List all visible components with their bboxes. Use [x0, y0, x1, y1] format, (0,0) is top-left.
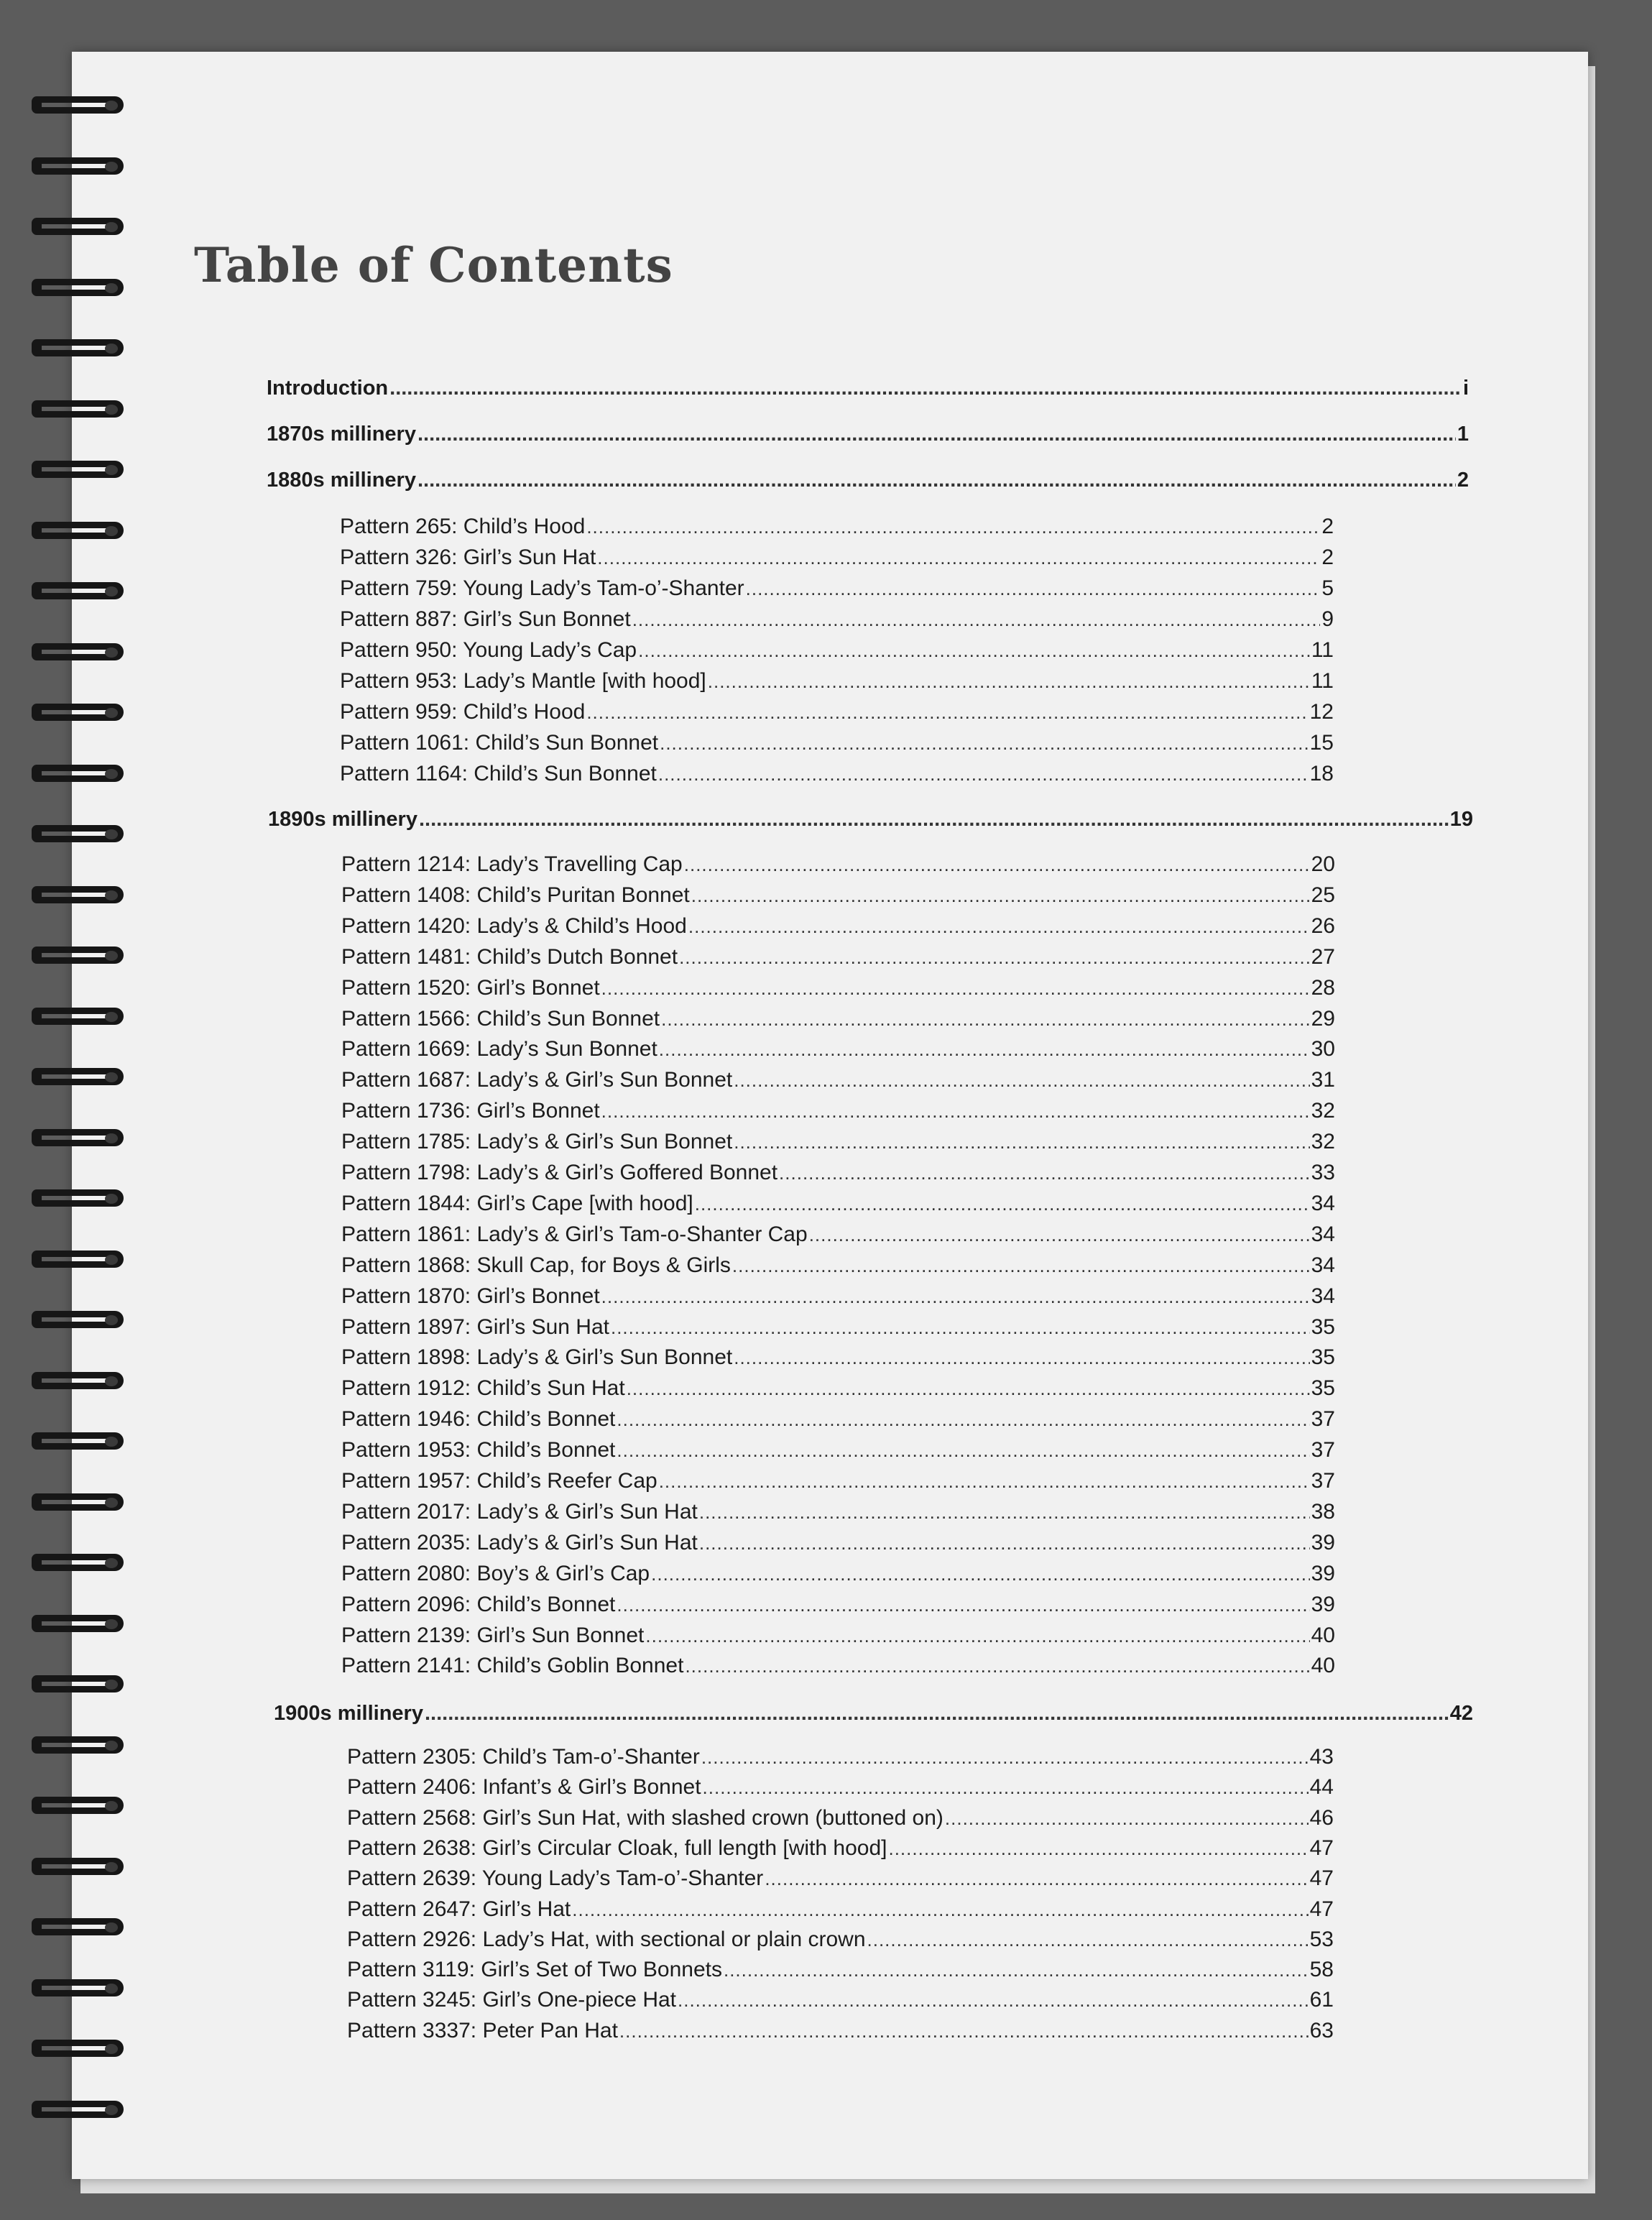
binding-coil — [26, 2037, 126, 2061]
binding-coil — [26, 336, 126, 361]
dot-leader — [586, 701, 1308, 724]
binding-coil — [26, 944, 126, 968]
binding-coil — [26, 1976, 126, 2001]
entry-page-number: 38 — [1311, 1499, 1335, 1524]
toc-entry[interactable] — [340, 545, 1334, 570]
entry-page-number: 5 — [1321, 576, 1334, 600]
binding-coil — [26, 1855, 126, 1879]
entry-label: Pattern 953: Lady’s Mantle [with hood] — [340, 669, 706, 693]
dot-leader — [659, 1038, 1310, 1061]
toc-entry[interactable] — [341, 976, 1335, 1000]
dot-leader — [734, 1069, 1309, 1092]
binding-coil — [26, 883, 126, 908]
dot-leader — [645, 1625, 1309, 1647]
entry-page-number: 34 — [1311, 1191, 1335, 1215]
toc-entry[interactable] — [340, 762, 1334, 786]
entry-page-number: 37 — [1311, 1469, 1335, 1493]
toc-section-heading[interactable] — [274, 1702, 1473, 1726]
binding-coil — [26, 701, 126, 725]
entry-label: Pattern 1736: Girl’s Bonnet — [341, 1099, 600, 1123]
toc-entry[interactable] — [341, 1531, 1335, 1555]
binding-coil — [26, 155, 126, 179]
toc-section-heading[interactable] — [267, 423, 1469, 446]
dot-leader — [888, 1838, 1308, 1860]
binding-coil — [26, 579, 126, 604]
binding-coil — [26, 1612, 126, 1636]
toc-section-heading[interactable] — [267, 377, 1469, 400]
entry-page-number: 40 — [1311, 1654, 1335, 1678]
entry-page-number: 2 — [1321, 515, 1334, 538]
dot-leader — [732, 1255, 1310, 1277]
spiral-binding — [26, 93, 141, 2149]
dot-leader — [867, 1929, 1309, 1951]
entry-label: Pattern 2568: Girl’s Sun Hat, with slashed crown (buttoned on) — [347, 1805, 943, 1830]
entry-page-number: 47 — [1309, 1897, 1334, 1921]
entry-label: Pattern 2406: Infant’s & Girl’s Bonnet — [347, 1775, 701, 1800]
dot-leader — [638, 640, 1310, 662]
dot-leader — [699, 1501, 1310, 1524]
binding-coil — [26, 276, 126, 300]
entry-page-number: 42 — [1449, 1702, 1473, 1725]
page-title: Table of Contents — [194, 237, 673, 293]
entry-page-number: 28 — [1311, 975, 1335, 1000]
binding-coil — [26, 2098, 126, 2122]
toc-entry[interactable] — [341, 1407, 1335, 1432]
toc-entry[interactable] — [341, 1161, 1335, 1185]
binding-coil — [26, 1126, 126, 1151]
entry-page-number: 44 — [1309, 1775, 1334, 1800]
dot-leader — [417, 469, 1456, 492]
entry-label: Pattern 1687: Lady’s & Girl’s Sun Bonnet — [341, 1068, 733, 1092]
entry-label: Pattern 3245: Girl’s One-piece Hat — [347, 1988, 677, 2012]
dot-leader — [703, 1777, 1309, 1799]
toc-entry[interactable] — [341, 1284, 1335, 1309]
dot-leader — [708, 671, 1310, 693]
dot-leader — [425, 1702, 1449, 1726]
toc-entry[interactable] — [341, 945, 1335, 969]
entry-label: Pattern 1520: Girl’s Bonnet — [341, 975, 600, 1000]
dot-leader — [611, 1317, 1310, 1339]
dot-leader — [627, 1378, 1310, 1400]
entry-label: Pattern 1953: Child’s Bonnet — [341, 1438, 616, 1463]
toc-entry[interactable] — [340, 669, 1334, 694]
dot-leader — [679, 947, 1310, 969]
entry-label: Pattern 1844: Girl’s Cape [with hood] — [341, 1191, 693, 1215]
dot-leader — [601, 1286, 1310, 1308]
entry-label: Pattern 1861: Lady’s & Girl’s Tam-o-Shanter Cap — [341, 1222, 808, 1246]
entry-label: Pattern 3119: Girl’s Set of Two Bonnets — [347, 1958, 722, 1982]
toc-entry[interactable] — [347, 1988, 1334, 2012]
binding-coil — [26, 762, 126, 786]
entry-label: Pattern 2139: Girl’s Sun Bonnet — [341, 1623, 645, 1647]
entry-label: Pattern 1669: Lady’s Sun Bonnet — [341, 1037, 657, 1061]
entry-label: Pattern 2035: Lady’s & Girl’s Sun Hat — [341, 1530, 698, 1555]
binding-coil — [26, 1248, 126, 1272]
toc-entry[interactable] — [341, 1253, 1335, 1278]
toc-entry[interactable] — [341, 914, 1335, 939]
dot-leader — [572, 1899, 1308, 1921]
entry-page-number: 33 — [1311, 1161, 1335, 1184]
dot-leader — [765, 1868, 1308, 1890]
entry-label: Pattern 950: Young Lady’s Cap — [340, 638, 637, 662]
entry-page-number: 12 — [1309, 700, 1334, 724]
dot-leader — [597, 547, 1320, 569]
dot-leader — [601, 977, 1310, 1000]
dot-leader — [688, 916, 1310, 938]
binding-coil — [26, 1491, 126, 1515]
entry-label: 1900s millinery — [274, 1702, 423, 1725]
entry-page-number: 39 — [1311, 1561, 1335, 1585]
dot-leader — [651, 1563, 1310, 1585]
entry-page-number: 58 — [1309, 1958, 1334, 1982]
toc-entry[interactable] — [341, 1037, 1335, 1061]
entry-label: Pattern 2096: Child’s Bonnet — [341, 1592, 616, 1616]
entry-label: Pattern 1898: Lady’s & Girl’s Sun Bonnet — [341, 1345, 733, 1370]
entry-label: Pattern 2141: Child’s Goblin Bonnet — [341, 1654, 684, 1678]
entry-page-number: 47 — [1309, 1836, 1334, 1860]
dot-leader — [695, 1193, 1310, 1215]
entry-label: Pattern 265: Child’s Hood — [340, 515, 586, 538]
entry-page-number: 43 — [1309, 1745, 1334, 1769]
entry-page-number: 53 — [1309, 1927, 1334, 1951]
entry-label: Pattern 759: Young Lady’s Tam-o’-Shanter — [340, 576, 744, 600]
binding-coil — [26, 640, 126, 665]
entry-label: Pattern 1408: Child’s Puritan Bonnet — [341, 883, 690, 907]
toc-entry[interactable] — [347, 1745, 1334, 1769]
entry-label: Pattern 1798: Lady’s & Girl’s Goffered Bonnet — [341, 1161, 778, 1184]
entry-label: Pattern 1566: Child’s Sun Bonnet — [341, 1006, 660, 1031]
entry-page-number: 40 — [1311, 1623, 1335, 1647]
entry-label: Pattern 2639: Young Lady’s Tam-o’-Shanter — [347, 1866, 764, 1891]
entry-label: Pattern 1946: Child’s Bonnet — [341, 1407, 616, 1432]
toc-section-heading[interactable] — [267, 469, 1469, 492]
entry-label: Introduction — [267, 377, 389, 400]
binding-coil — [26, 1065, 126, 1090]
entry-label: Pattern 1061: Child’s Sun Bonnet — [340, 731, 659, 755]
entry-page-number: 1 — [1457, 423, 1469, 446]
entry-label: Pattern 1214: Lady’s Travelling Cap — [341, 852, 683, 876]
toc-section-heading[interactable] — [268, 808, 1473, 832]
toc-entry[interactable] — [340, 731, 1334, 755]
entry-label: Pattern 887: Girl’s Sun Bonnet — [340, 607, 631, 631]
binding-coil — [26, 1429, 126, 1454]
toc-entry[interactable] — [341, 1192, 1335, 1216]
binding-coil — [26, 519, 126, 543]
entry-page-number: 25 — [1311, 883, 1335, 907]
binding-coil — [26, 1369, 126, 1394]
toc-entry[interactable] — [347, 1806, 1334, 1830]
entry-page-number: 2 — [1321, 545, 1334, 569]
dot-leader — [809, 1224, 1310, 1246]
dot-leader — [699, 1532, 1310, 1555]
entry-label: Pattern 1868: Skull Cap, for Boys & Girls — [341, 1253, 731, 1277]
toc-entry[interactable] — [347, 1866, 1334, 1891]
entry-label: 1870s millinery — [267, 423, 416, 446]
toc-entry[interactable] — [341, 883, 1335, 908]
toc-entry[interactable] — [347, 1836, 1334, 1861]
toc-entry[interactable] — [341, 1562, 1335, 1586]
entry-label: Pattern 2926: Lady’s Hat, with sectional or plain crown — [347, 1927, 866, 1951]
toc-entry[interactable] — [341, 1068, 1335, 1092]
dot-leader — [389, 377, 1462, 400]
entry-label: Pattern 1957: Child’s Reefer Cap — [341, 1469, 657, 1493]
entry-label: Pattern 3337: Peter Pan Hat — [347, 2018, 618, 2042]
entry-page-number: 35 — [1311, 1314, 1335, 1339]
toc-entry[interactable] — [341, 1376, 1335, 1401]
dot-leader — [619, 2020, 1309, 2042]
entry-page-number: 29 — [1311, 1006, 1335, 1031]
toc-entry[interactable] — [347, 1775, 1334, 1800]
entry-label: Pattern 1481: Child’s Dutch Bonnet — [341, 944, 678, 969]
binding-coil — [26, 822, 126, 847]
dot-leader — [724, 1959, 1309, 1981]
entry-label: Pattern 2638: Girl’s Circular Cloak, full length [with hood] — [347, 1836, 887, 1860]
entry-page-number: 39 — [1311, 1530, 1335, 1555]
toc-entry[interactable] — [341, 1438, 1335, 1463]
dot-leader — [734, 1131, 1309, 1153]
toc-entry[interactable] — [341, 1654, 1335, 1678]
entry-page-number: 35 — [1311, 1345, 1335, 1370]
binding-coil — [26, 1672, 126, 1697]
dot-leader — [746, 578, 1321, 600]
entry-page-number: 37 — [1311, 1407, 1335, 1432]
dot-leader — [701, 1746, 1309, 1769]
toc-entry[interactable] — [340, 515, 1334, 539]
entry-label: Pattern 2080: Boy’s & Girl’s Cap — [341, 1561, 650, 1585]
dot-leader — [684, 854, 1310, 876]
entry-page-number: 27 — [1311, 944, 1335, 969]
entry-page-number: 34 — [1311, 1284, 1335, 1308]
entry-page-number: i — [1462, 377, 1469, 400]
entry-page-number: 39 — [1311, 1592, 1335, 1616]
entry-page-number: 63 — [1309, 2018, 1334, 2042]
entry-page-number: 2 — [1457, 469, 1469, 492]
entry-page-number: 32 — [1311, 1099, 1335, 1123]
toc-entry[interactable] — [340, 638, 1334, 663]
entry-page-number: 11 — [1311, 669, 1334, 693]
dot-leader — [691, 885, 1310, 907]
binding-coil — [26, 1915, 126, 1940]
toc-entry[interactable] — [341, 1130, 1335, 1154]
toc-entry[interactable] — [341, 1099, 1335, 1123]
toc-entry[interactable] — [340, 576, 1334, 601]
binding-coil — [26, 1187, 126, 1211]
toc-entry[interactable] — [347, 1897, 1334, 1922]
toc-entry[interactable] — [347, 2019, 1334, 2043]
dot-leader — [658, 763, 1309, 786]
entry-label: 1880s millinery — [267, 469, 416, 492]
dot-leader — [678, 1989, 1309, 2012]
binding-coil — [26, 397, 126, 422]
toc-entry[interactable] — [340, 700, 1334, 724]
entry-page-number: 20 — [1311, 852, 1335, 876]
dot-leader — [586, 516, 1320, 538]
binding-coil — [26, 215, 126, 239]
entry-page-number: 32 — [1311, 1130, 1335, 1154]
toc-entry[interactable] — [347, 1958, 1334, 1982]
entry-label: Pattern 959: Child’s Hood — [340, 700, 586, 724]
dot-leader — [617, 1440, 1309, 1462]
dot-leader — [617, 1409, 1309, 1431]
entry-label: Pattern 1164: Child’s Sun Bonnet — [340, 762, 657, 786]
dot-leader — [632, 609, 1321, 631]
toc-entry[interactable] — [347, 1927, 1334, 1952]
entry-page-number: 18 — [1309, 762, 1334, 786]
entry-page-number: 47 — [1309, 1866, 1334, 1891]
binding-coil — [26, 1005, 126, 1029]
dot-leader — [601, 1100, 1310, 1123]
binding-coil — [26, 1794, 126, 1818]
dot-leader — [617, 1594, 1309, 1616]
binding-coil — [26, 1733, 126, 1758]
entry-label: 1890s millinery — [268, 808, 417, 831]
toc-entry[interactable] — [341, 1469, 1335, 1493]
entry-page-number: 31 — [1311, 1068, 1335, 1092]
entry-page-number: 34 — [1311, 1253, 1335, 1277]
dot-leader — [417, 423, 1456, 446]
entry-page-number: 61 — [1309, 1988, 1334, 2012]
toc-entry[interactable] — [341, 1500, 1335, 1524]
entry-label: Pattern 2017: Lady’s & Girl’s Sun Hat — [341, 1499, 698, 1524]
entry-page-number: 26 — [1311, 913, 1335, 938]
entry-page-number: 9 — [1321, 607, 1334, 631]
binding-coil — [26, 458, 126, 482]
dot-leader — [945, 1807, 1309, 1830]
binding-coil — [26, 93, 126, 118]
entry-page-number: 46 — [1309, 1805, 1334, 1830]
dot-leader — [685, 1655, 1309, 1677]
entry-label: Pattern 2647: Girl’s Hat — [347, 1897, 571, 1921]
entry-page-number: 11 — [1311, 638, 1334, 662]
entry-label: Pattern 1785: Lady’s & Girl’s Sun Bonnet — [341, 1130, 733, 1154]
entry-page-number: 35 — [1311, 1376, 1335, 1401]
toc-entry[interactable] — [341, 1222, 1335, 1247]
toc-entry[interactable] — [341, 1315, 1335, 1340]
toc-entry[interactable] — [340, 607, 1334, 632]
dot-leader — [659, 1470, 1310, 1493]
binding-coil — [26, 1551, 126, 1575]
entry-label: Pattern 326: Girl’s Sun Hat — [340, 545, 596, 569]
entry-page-number: 30 — [1311, 1037, 1335, 1061]
entry-label: Pattern 2305: Child’s Tam-o’-Shanter — [347, 1745, 700, 1769]
entry-label: Pattern 1897: Girl’s Sun Hat — [341, 1314, 609, 1339]
entry-page-number: 37 — [1311, 1438, 1335, 1463]
entry-label: Pattern 1912: Child’s Sun Hat — [341, 1376, 625, 1401]
dot-leader — [734, 1347, 1309, 1369]
toc-entry[interactable] — [341, 1007, 1335, 1031]
entry-label: Pattern 1870: Girl’s Bonnet — [341, 1284, 600, 1308]
toc-entry[interactable] — [341, 1345, 1335, 1370]
entry-page-number: 15 — [1309, 731, 1334, 755]
entry-label: Pattern 1420: Lady’s & Child’s Hood — [341, 913, 687, 938]
entry-page-number: 19 — [1449, 808, 1473, 831]
dot-leader — [419, 808, 1449, 832]
dot-leader — [661, 1008, 1310, 1031]
toc-entry[interactable] — [341, 852, 1335, 877]
toc-entry[interactable] — [341, 1623, 1335, 1648]
dot-leader — [660, 732, 1309, 755]
binding-coil — [26, 1308, 126, 1332]
entry-page-number: 34 — [1311, 1222, 1335, 1246]
dot-leader — [779, 1162, 1310, 1184]
toc-entry[interactable] — [341, 1593, 1335, 1617]
